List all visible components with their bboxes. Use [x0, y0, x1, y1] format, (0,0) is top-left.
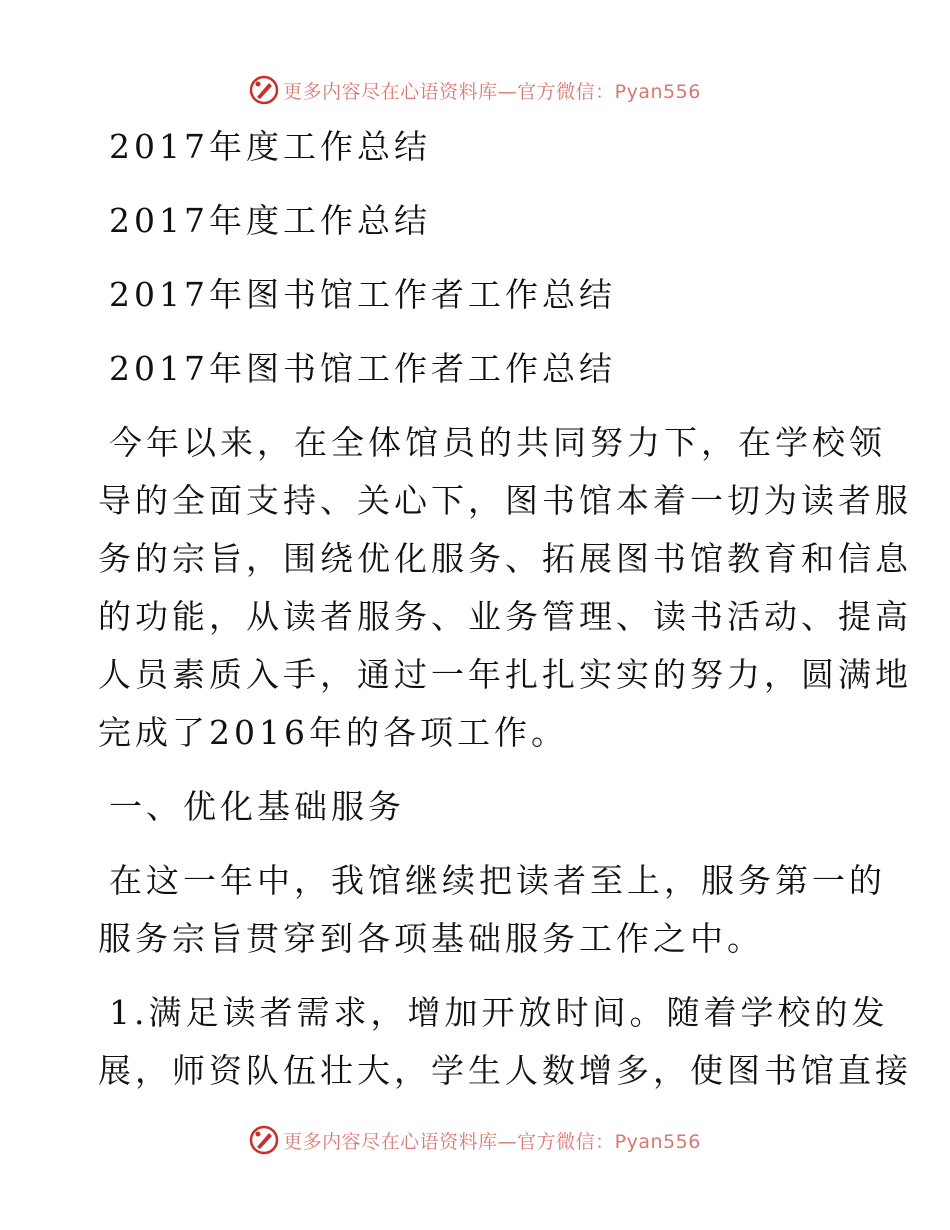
item1-paragraph: [98, 984, 912, 1100]
footer-banner: [0, 1120, 950, 1160]
banner-text: 更多内容尽在心语资料库—官方微信：Pyan556: [283, 1130, 701, 1153]
paragraph-line: 服务宗旨贯穿到各项基础服务工作之中。: [98, 919, 764, 958]
section1-paragraph: [98, 852, 886, 968]
document-body: [98, 118, 912, 1100]
section-heading: 一、优化基础服务: [109, 787, 405, 826]
paragraph-line: 1.满足读者需求，增加开放时间。随着学校的发: [109, 993, 889, 1032]
paragraph-line: 展，师资队伍壮大，学生人数增多，使图书馆直接: [98, 1051, 912, 1090]
doc-title-repeat: 2017年度工作总结: [109, 201, 431, 240]
pen-logo-icon: [249, 1125, 279, 1155]
paragraph-line: 的功能，从读者服务、业务管理、读书活动、提高: [98, 597, 912, 636]
paragraph-line: 务的宗旨，围绕优化服务、拓展图书馆教育和信息: [98, 539, 912, 578]
banner-text: 更多内容尽在心语资料库—官方微信：Pyan556: [283, 80, 701, 103]
paragraph-line: 在这一年中，我馆继续把读者至上，服务第一的: [109, 861, 886, 900]
paragraph-line: 完成了2016年的各项工作。: [98, 713, 568, 752]
intro-paragraph: [98, 414, 912, 762]
doc-title: 2017年度工作总结: [109, 127, 431, 166]
paragraph-line: 今年以来，在全体馆员的共同努力下，在学校领: [109, 423, 886, 462]
header-banner: [0, 70, 950, 110]
pen-logo-icon: [249, 75, 279, 105]
paragraph-line: 导的全面支持、关心下，图书馆本着一切为读者服: [98, 481, 912, 520]
doc-subtitle: 2017年图书馆工作者工作总结: [109, 275, 616, 314]
doc-subtitle-repeat: 2017年图书馆工作者工作总结: [109, 349, 616, 388]
paragraph-line: 人员素质入手，通过一年扎扎实实的努力，圆满地: [98, 655, 912, 694]
